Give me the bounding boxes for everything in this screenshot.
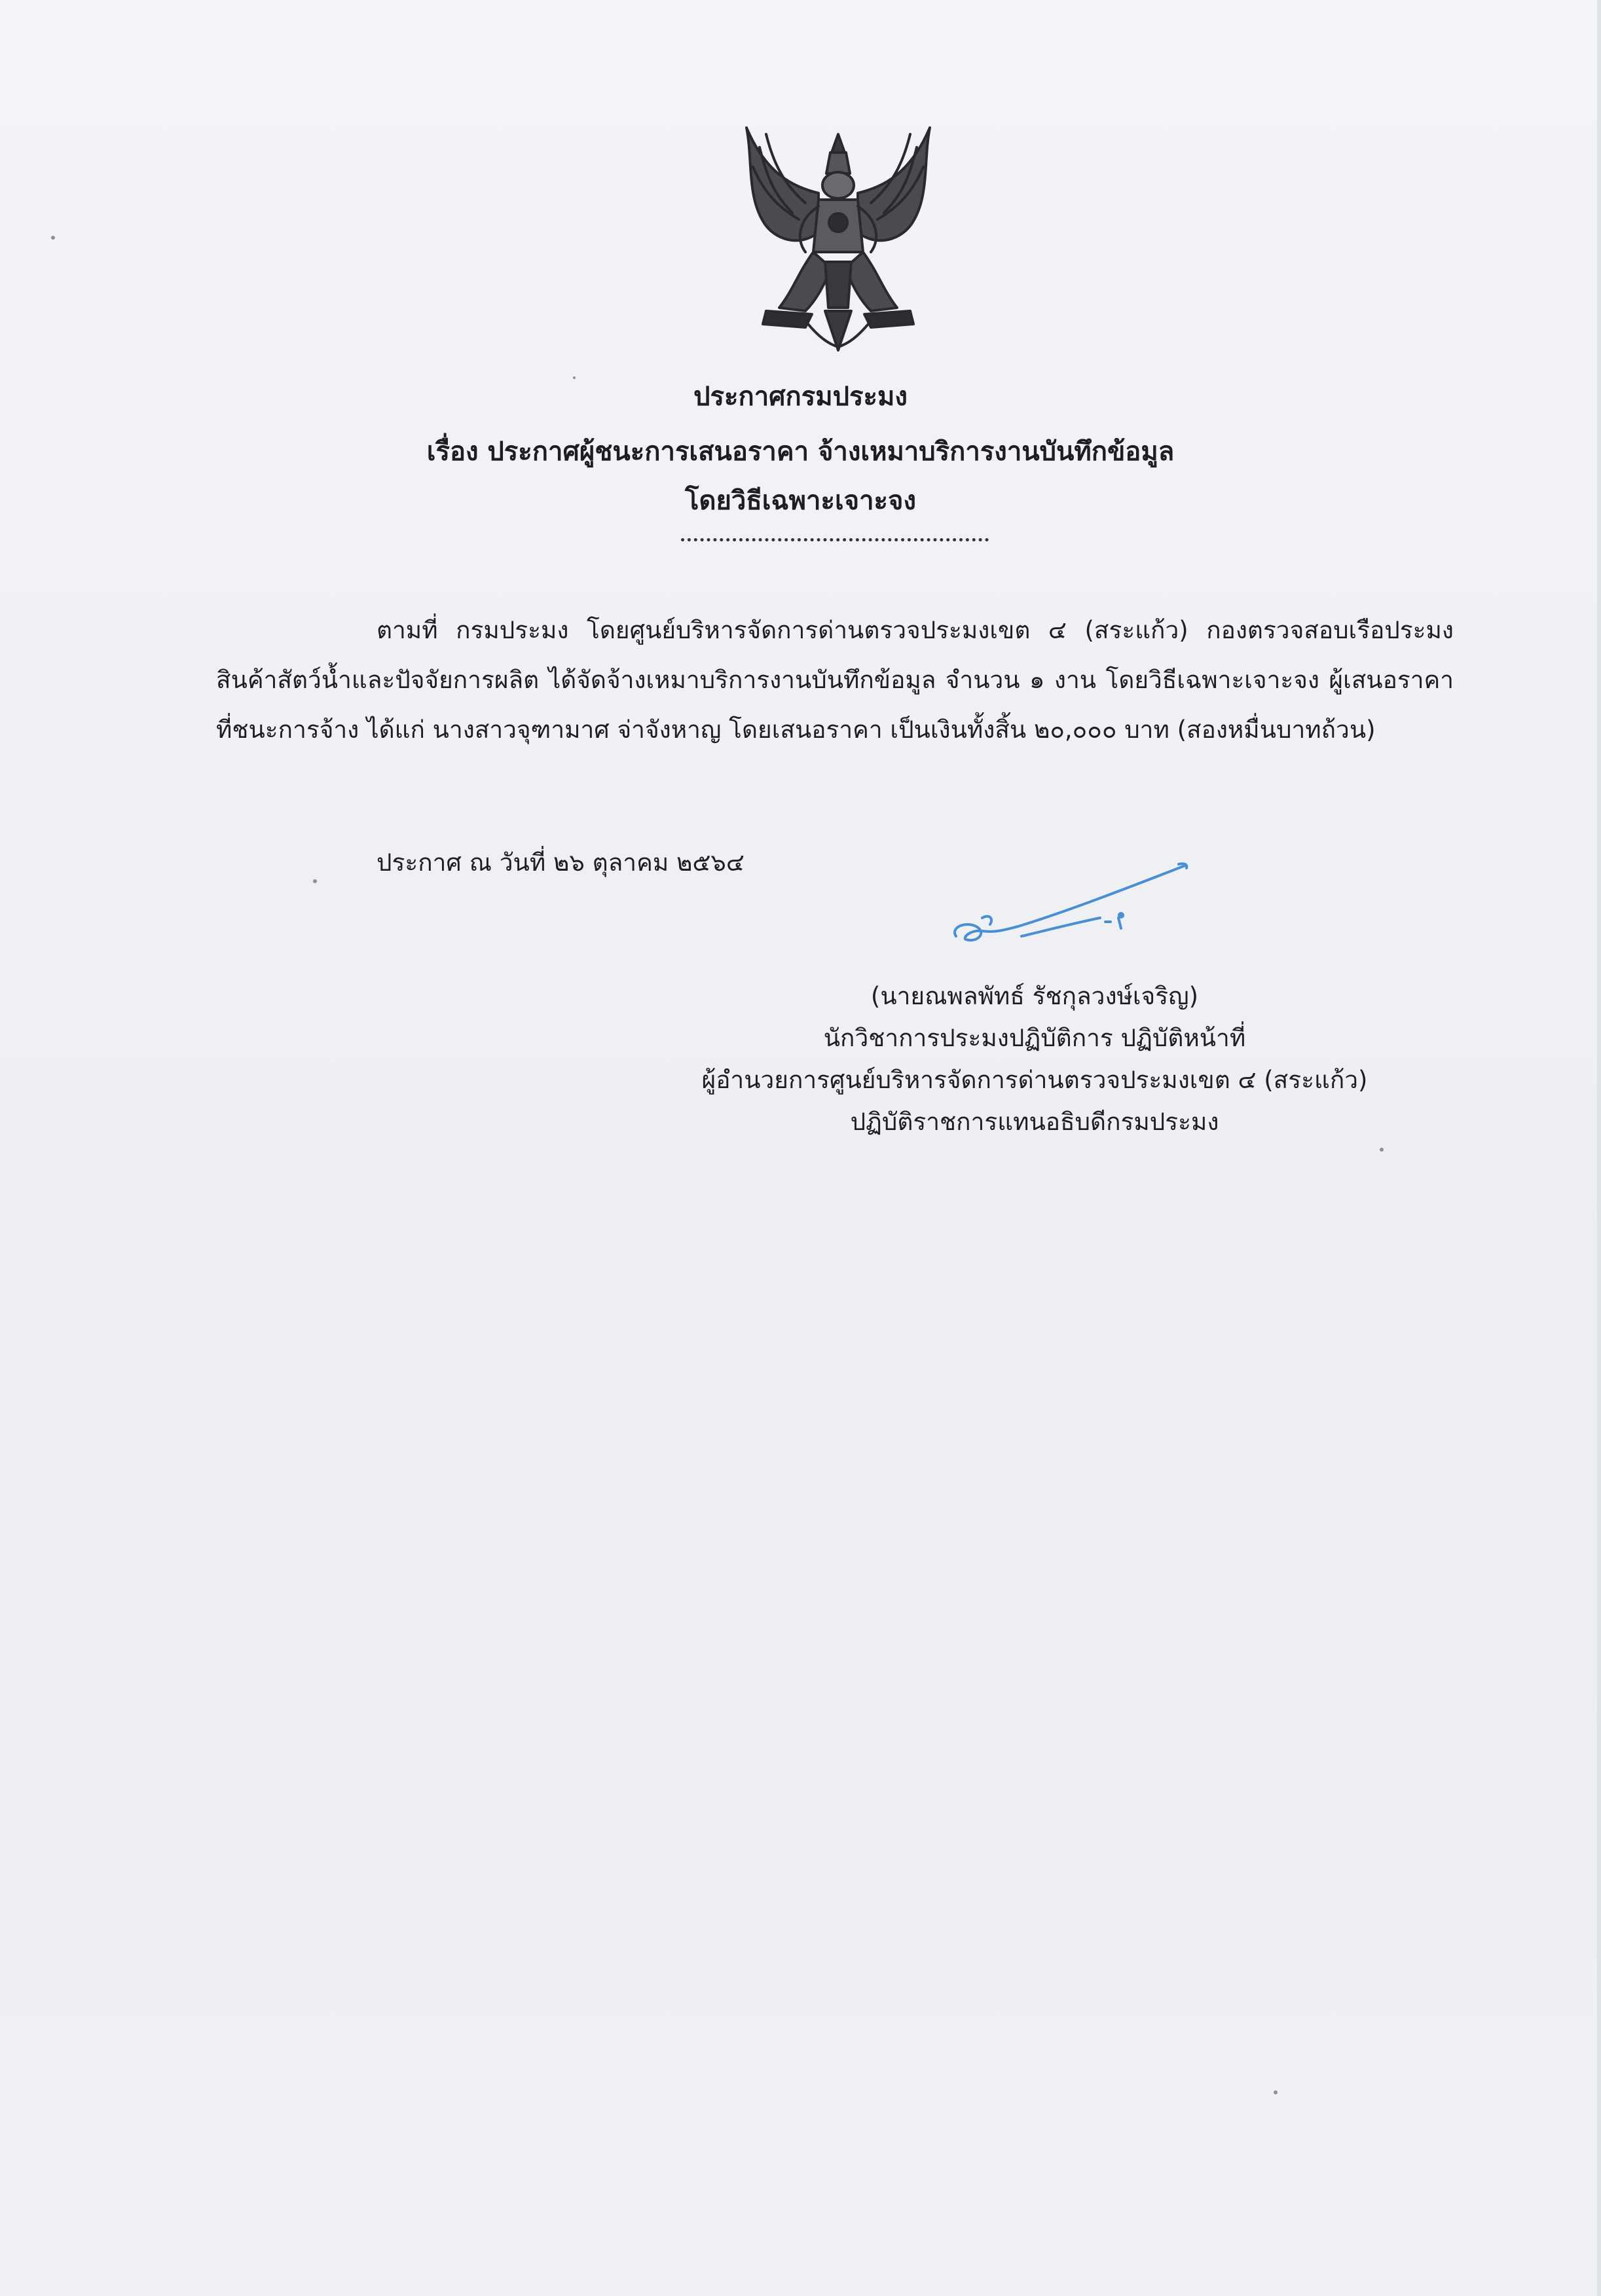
paper-speck bbox=[1274, 2090, 1278, 2094]
signatory-acting: ปฏิบัติราชการแทนอธิบดีกรมประมง bbox=[850, 1108, 1219, 1136]
signature-block bbox=[576, 975, 1493, 1143]
divider-dots bbox=[681, 538, 989, 541]
page-edge bbox=[1597, 0, 1601, 2296]
paper-speck bbox=[1380, 1148, 1384, 1152]
announcement-date: ประกาศ ณ วันที่ ๒๖ ตุลาคม ๒๕๖๔ bbox=[377, 848, 745, 877]
announcement-method: โดยวิธีเฉพาะเจาะจง bbox=[684, 486, 917, 516]
announcement-body-text: ตามที่ กรมประมง โดยศูนย์บริหารจัดการด่านตรวจประมงเขต ๔ (สระแก้ว) กองตรวจสอบเรือประมง สินค้าสัตว์น้ำและปัจจัยการผลิต ได้จัดจ้างเหมาบริการงานบันทึกข้อมูล จำนวน ๑ งาน โดยวิธีเฉพาะเจาะจง ผู้เสนอราคาที่ชนะการจ้าง ได้แก่ นางสาวจุฑามาศ จ่าจังหาญ โดยเสนอราคา เป็นเงินทั้งสิ้น ๒๐,๐๐๐ บาท (สองหมื่นบาทถ้วน) bbox=[216, 616, 1454, 744]
paper-speck bbox=[51, 236, 55, 240]
announcement-title: ประกาศกรมประมง bbox=[693, 382, 908, 412]
signatory-name: (นายณพลพัทธ์ รัชกุลวงษ์เจริญ) bbox=[870, 982, 1199, 1010]
paper-speck bbox=[313, 879, 317, 883]
handwritten-signature bbox=[943, 858, 1205, 962]
signatory-role: ผู้อำนวยการศูนย์บริหารจัดการด่านตรวจประมงเขต ๔ (สระแก้ว) bbox=[701, 1066, 1368, 1094]
announcement-body bbox=[216, 606, 1454, 755]
signatory-position: นักวิชาการประมงปฏิบัติการ ปฏิบัติหน้าที่ bbox=[823, 1024, 1246, 1052]
announcement-subject: เรื่อง ประกาศผู้ชนะการเสนอราคา จ้างเหมาบริการงานบันทึกข้อมูล bbox=[426, 437, 1175, 467]
garuda-emblem-icon bbox=[727, 121, 949, 357]
